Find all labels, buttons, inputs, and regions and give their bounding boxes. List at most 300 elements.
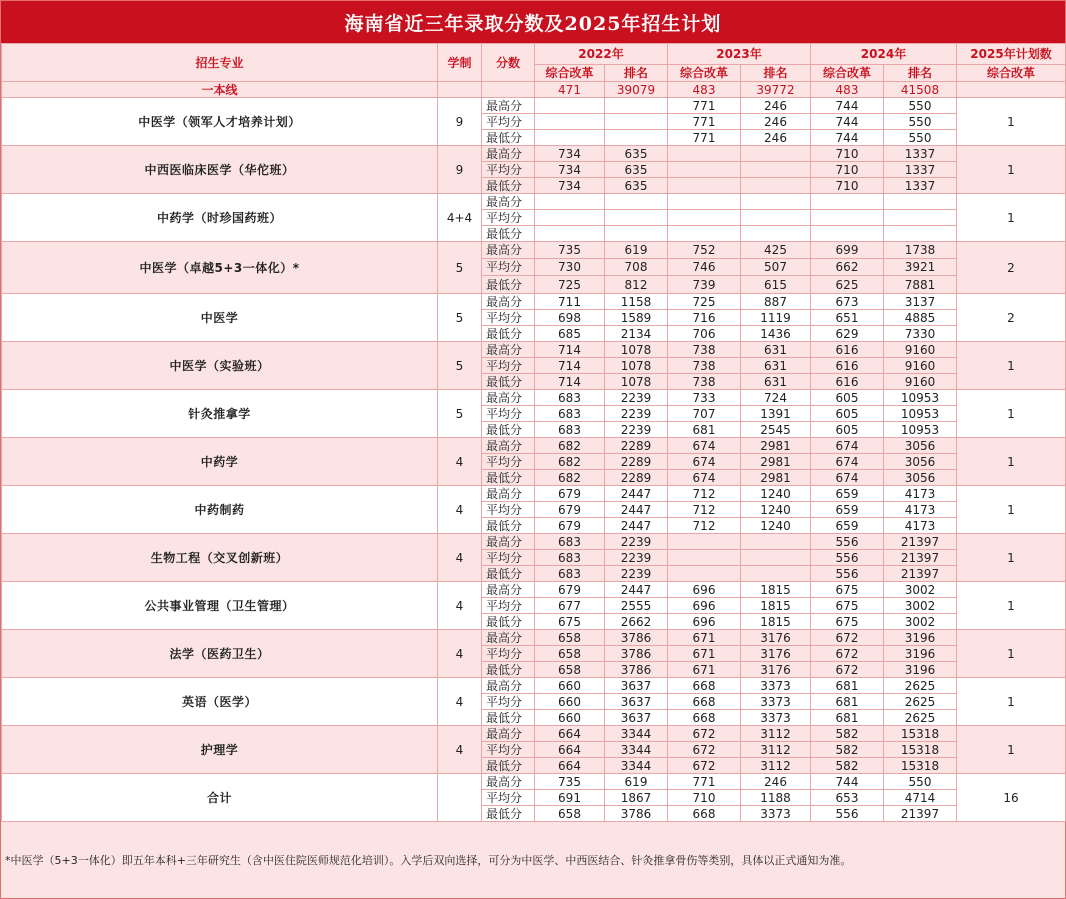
score-cell: 734	[535, 178, 605, 194]
plan-count-cell: 1	[957, 486, 1066, 534]
score-cell: 712	[668, 518, 741, 534]
score-type-label: 最高分	[482, 98, 535, 114]
score-cell: 739	[668, 276, 741, 294]
plan-count-cell: 1	[957, 390, 1066, 438]
baseline-empty	[438, 82, 482, 98]
rank-cell: 2447	[605, 582, 668, 598]
table-row	[2, 630, 1066, 646]
rank-cell: 3637	[605, 710, 668, 726]
rank-cell: 1738	[884, 242, 957, 259]
score-cell: 675	[811, 614, 884, 630]
rank-cell: 1240	[741, 502, 811, 518]
score-cell: 683	[535, 550, 605, 566]
score-cell: 691	[535, 790, 605, 806]
score-type-label: 最高分	[482, 774, 535, 790]
score-cell: 616	[811, 374, 884, 390]
score-cell: 682	[535, 454, 605, 470]
score-cell: 738	[668, 358, 741, 374]
table-row	[2, 242, 1066, 259]
duration-cell: 5	[438, 242, 482, 294]
score-cell: 674	[668, 438, 741, 454]
rank-cell: 2981	[741, 470, 811, 486]
score-cell	[811, 194, 884, 210]
score-cell: 711	[535, 294, 605, 310]
baseline-value: 483	[811, 82, 884, 98]
major-name: 合计	[2, 774, 438, 822]
plan-count-cell: 2	[957, 242, 1066, 294]
page-title: 海南省近三年录取分数及2025年招生计划	[1, 1, 1065, 43]
subheader-rank: 排名	[741, 65, 811, 82]
score-type-label: 平均分	[482, 259, 535, 276]
score-type-label: 最低分	[482, 178, 535, 194]
rank-cell: 15318	[884, 758, 957, 774]
rank-cell: 1436	[741, 326, 811, 342]
score-cell	[535, 210, 605, 226]
score-type-label: 最高分	[482, 342, 535, 358]
rank-cell: 425	[741, 242, 811, 259]
rank-cell: 619	[605, 242, 668, 259]
score-cell: 672	[668, 758, 741, 774]
rank-cell: 21397	[884, 566, 957, 582]
major-name: 中医学	[2, 294, 438, 342]
rank-cell: 2289	[605, 438, 668, 454]
score-type-label: 最低分	[482, 374, 535, 390]
table-row	[2, 390, 1066, 406]
rank-cell: 1589	[605, 310, 668, 326]
rank-cell: 2239	[605, 566, 668, 582]
score-cell: 698	[535, 310, 605, 326]
rank-cell: 1337	[884, 178, 957, 194]
score-cell: 668	[668, 694, 741, 710]
rank-cell: 631	[741, 374, 811, 390]
major-name: 英语（医学）	[2, 678, 438, 726]
score-cell: 660	[535, 694, 605, 710]
score-cell: 696	[668, 582, 741, 598]
duration-cell: 4+4	[438, 194, 482, 242]
major-name: 公共事业管理（卫生管理）	[2, 582, 438, 630]
score-cell: 710	[811, 162, 884, 178]
rank-cell: 3002	[884, 582, 957, 598]
score-cell: 672	[811, 662, 884, 678]
rank-cell: 2239	[605, 550, 668, 566]
score-cell: 660	[535, 678, 605, 694]
duration-cell: 4	[438, 438, 482, 486]
rank-cell: 1240	[741, 486, 811, 502]
baseline-empty	[957, 82, 1066, 98]
rank-cell: 3196	[884, 630, 957, 646]
score-cell: 771	[668, 98, 741, 114]
duration-cell: 4	[438, 678, 482, 726]
rank-cell: 1815	[741, 582, 811, 598]
rank-cell: 3637	[605, 678, 668, 694]
score-cell: 733	[668, 390, 741, 406]
score-cell: 668	[668, 678, 741, 694]
rank-cell	[605, 226, 668, 242]
rank-cell: 1337	[884, 146, 957, 162]
score-cell: 605	[811, 390, 884, 406]
rank-cell: 4714	[884, 790, 957, 806]
table-row	[2, 486, 1066, 502]
score-cell: 682	[535, 438, 605, 454]
rank-cell: 3112	[741, 742, 811, 758]
rank-cell	[605, 98, 668, 114]
rank-cell: 550	[884, 130, 957, 146]
rank-cell: 2447	[605, 502, 668, 518]
score-cell: 716	[668, 310, 741, 326]
rank-cell	[884, 226, 957, 242]
score-cell: 672	[668, 726, 741, 742]
score-type-label: 最低分	[482, 710, 535, 726]
score-cell: 658	[535, 806, 605, 822]
plan-count-cell: 1	[957, 438, 1066, 486]
rank-cell: 15318	[884, 726, 957, 742]
rank-cell: 246	[741, 114, 811, 130]
rank-cell: 10953	[884, 422, 957, 438]
table-row	[2, 438, 1066, 454]
rank-cell: 3002	[884, 598, 957, 614]
rank-cell: 1158	[605, 294, 668, 310]
table-row	[2, 98, 1066, 114]
rank-cell: 1240	[741, 518, 811, 534]
score-cell	[668, 566, 741, 582]
score-cell: 710	[811, 178, 884, 194]
score-type-label: 平均分	[482, 550, 535, 566]
plan-count-cell: 1	[957, 146, 1066, 194]
score-cell: 672	[811, 630, 884, 646]
rank-cell: 2239	[605, 406, 668, 422]
score-cell: 674	[811, 454, 884, 470]
rank-cell: 1867	[605, 790, 668, 806]
score-cell: 659	[811, 486, 884, 502]
score-cell: 664	[535, 742, 605, 758]
score-cell	[535, 226, 605, 242]
score-type-label: 平均分	[482, 502, 535, 518]
rank-cell: 1337	[884, 162, 957, 178]
score-cell: 616	[811, 358, 884, 374]
header-row-1	[2, 44, 1066, 65]
major-name: 中医学（卓越5+3一体化）*	[2, 242, 438, 294]
score-cell: 696	[668, 598, 741, 614]
rank-cell: 2545	[741, 422, 811, 438]
score-cell: 744	[811, 114, 884, 130]
score-type-label: 最低分	[482, 806, 535, 822]
score-cell	[535, 98, 605, 114]
rank-cell: 246	[741, 774, 811, 790]
score-cell: 714	[535, 374, 605, 390]
score-cell: 683	[535, 406, 605, 422]
score-type-label: 最低分	[482, 422, 535, 438]
score-cell: 699	[811, 242, 884, 259]
rank-cell	[605, 210, 668, 226]
rank-cell: 2239	[605, 534, 668, 550]
score-cell: 658	[535, 646, 605, 662]
score-cell: 681	[811, 678, 884, 694]
score-cell: 616	[811, 342, 884, 358]
score-type-label: 最低分	[482, 130, 535, 146]
rank-cell: 4885	[884, 310, 957, 326]
score-cell: 746	[668, 259, 741, 276]
score-cell: 556	[811, 534, 884, 550]
score-cell: 659	[811, 502, 884, 518]
major-name: 中医学（领军人才培养计划）	[2, 98, 438, 146]
duration-cell: 9	[438, 146, 482, 194]
duration-cell: 4	[438, 630, 482, 678]
score-cell: 714	[535, 342, 605, 358]
duration-cell: 4	[438, 582, 482, 630]
header-plan: 2025年计划数	[957, 44, 1066, 65]
rank-cell: 3921	[884, 259, 957, 276]
plan-count-cell: 1	[957, 726, 1066, 774]
score-cell: 712	[668, 502, 741, 518]
table-row	[2, 726, 1066, 742]
baseline-value: 39079	[605, 82, 668, 98]
score-type-label: 平均分	[482, 162, 535, 178]
rank-cell: 2447	[605, 518, 668, 534]
rank-cell	[884, 194, 957, 210]
rank-cell: 3196	[884, 646, 957, 662]
score-cell: 752	[668, 242, 741, 259]
rank-cell: 2555	[605, 598, 668, 614]
rank-cell: 2289	[605, 454, 668, 470]
score-cell: 710	[811, 146, 884, 162]
rank-cell: 3786	[605, 662, 668, 678]
score-type-label: 最高分	[482, 390, 535, 406]
score-type-label: 最高分	[482, 534, 535, 550]
score-cell: 714	[535, 358, 605, 374]
plan-count-cell: 1	[957, 678, 1066, 726]
score-cell: 683	[535, 534, 605, 550]
admission-table	[1, 43, 1066, 822]
score-type-label: 最高分	[482, 486, 535, 502]
plan-count-cell: 2	[957, 294, 1066, 342]
score-type-label: 最高分	[482, 582, 535, 598]
rank-cell: 3056	[884, 454, 957, 470]
score-cell: 725	[535, 276, 605, 294]
rank-cell: 3373	[741, 710, 811, 726]
score-type-label: 最高分	[482, 438, 535, 454]
score-cell: 556	[811, 550, 884, 566]
header-major: 招生专业	[2, 44, 438, 82]
score-cell: 675	[811, 598, 884, 614]
rank-cell: 4173	[884, 502, 957, 518]
rank-cell: 9160	[884, 374, 957, 390]
score-type-label: 平均分	[482, 454, 535, 470]
rank-cell: 3056	[884, 470, 957, 486]
score-type-label: 最低分	[482, 470, 535, 486]
rank-cell: 1078	[605, 342, 668, 358]
score-cell: 651	[811, 310, 884, 326]
rank-cell: 3344	[605, 726, 668, 742]
rank-cell: 3176	[741, 662, 811, 678]
rank-cell: 3137	[884, 294, 957, 310]
rank-cell: 507	[741, 259, 811, 276]
rank-cell: 2289	[605, 470, 668, 486]
rank-cell: 615	[741, 276, 811, 294]
score-cell: 668	[668, 710, 741, 726]
score-cell: 556	[811, 566, 884, 582]
baseline-value: 39772	[741, 82, 811, 98]
rank-cell: 2625	[884, 710, 957, 726]
score-type-label: 最低分	[482, 518, 535, 534]
score-cell	[668, 534, 741, 550]
score-type-label: 最低分	[482, 226, 535, 242]
table-row	[2, 294, 1066, 310]
score-cell	[535, 114, 605, 130]
rank-cell: 3344	[605, 742, 668, 758]
score-cell: 682	[535, 470, 605, 486]
rank-cell: 3373	[741, 678, 811, 694]
rank-cell: 2981	[741, 438, 811, 454]
table-row	[2, 342, 1066, 358]
score-cell: 679	[535, 486, 605, 502]
rank-cell: 246	[741, 98, 811, 114]
rank-cell: 887	[741, 294, 811, 310]
plan-count-cell: 1	[957, 98, 1066, 146]
score-cell: 675	[811, 582, 884, 598]
header-score: 分数	[482, 44, 535, 82]
rank-cell: 3373	[741, 694, 811, 710]
score-cell	[668, 194, 741, 210]
rank-cell: 2239	[605, 390, 668, 406]
rank-cell	[741, 210, 811, 226]
duration-cell: 9	[438, 98, 482, 146]
score-type-label: 最高分	[482, 630, 535, 646]
score-cell: 664	[535, 758, 605, 774]
major-name: 生物工程（交叉创新班）	[2, 534, 438, 582]
score-cell: 673	[811, 294, 884, 310]
score-cell	[668, 550, 741, 566]
rank-cell: 3344	[605, 758, 668, 774]
score-type-label: 最高分	[482, 294, 535, 310]
header-duration: 学制	[438, 44, 482, 82]
score-cell: 706	[668, 326, 741, 342]
score-cell: 674	[668, 454, 741, 470]
rank-cell	[741, 550, 811, 566]
score-cell: 683	[535, 390, 605, 406]
score-cell: 707	[668, 406, 741, 422]
score-cell: 556	[811, 806, 884, 822]
score-type-label: 平均分	[482, 598, 535, 614]
score-cell: 730	[535, 259, 605, 276]
score-cell: 672	[811, 646, 884, 662]
score-cell: 683	[535, 566, 605, 582]
score-type-label: 平均分	[482, 790, 535, 806]
score-cell: 710	[668, 790, 741, 806]
rank-cell: 21397	[884, 550, 957, 566]
score-type-label: 平均分	[482, 742, 535, 758]
rank-cell: 1815	[741, 614, 811, 630]
rank-cell	[741, 566, 811, 582]
score-type-label: 最低分	[482, 276, 535, 294]
major-name: 中医学（实验班）	[2, 342, 438, 390]
score-cell: 734	[535, 162, 605, 178]
score-cell: 582	[811, 726, 884, 742]
plan-count-cell: 1	[957, 534, 1066, 582]
rank-cell: 2625	[884, 694, 957, 710]
rank-cell: 7330	[884, 326, 957, 342]
plan-count-cell: 1	[957, 582, 1066, 630]
rank-cell: 635	[605, 146, 668, 162]
score-cell: 681	[811, 694, 884, 710]
score-type-label: 平均分	[482, 310, 535, 326]
score-cell: 605	[811, 406, 884, 422]
header-year-2023: 2023年	[668, 44, 811, 65]
score-type-label: 最低分	[482, 326, 535, 342]
score-cell: 677	[535, 598, 605, 614]
score-cell	[668, 146, 741, 162]
score-type-label: 最高分	[482, 242, 535, 259]
score-cell: 679	[535, 518, 605, 534]
subheader-composite: 综合改革	[811, 65, 884, 82]
table-row	[2, 146, 1066, 162]
footnote: *中医学（5+3一体化）即五年本科+三年研究生（含中医住院医师规范化培训）。入学后双向选择，可分为中医学、中西医结合、针灸推拿骨伤等类别，具体以正式通知为准。	[1, 822, 1065, 898]
score-cell: 744	[811, 774, 884, 790]
score-cell: 659	[811, 518, 884, 534]
baseline-value: 471	[535, 82, 605, 98]
score-cell: 662	[811, 259, 884, 276]
rank-cell: 1078	[605, 358, 668, 374]
rank-cell: 3373	[741, 806, 811, 822]
score-cell: 712	[668, 486, 741, 502]
score-type-label: 平均分	[482, 114, 535, 130]
major-name: 针灸推拿学	[2, 390, 438, 438]
baseline-value: 483	[668, 82, 741, 98]
header-year-2022: 2022年	[535, 44, 668, 65]
score-cell: 744	[811, 130, 884, 146]
score-type-label: 最低分	[482, 758, 535, 774]
score-cell: 696	[668, 614, 741, 630]
score-cell: 771	[668, 774, 741, 790]
rank-cell: 3637	[605, 694, 668, 710]
rank-cell	[741, 162, 811, 178]
rank-cell: 3002	[884, 614, 957, 630]
rank-cell: 3786	[605, 630, 668, 646]
rank-cell: 21397	[884, 534, 957, 550]
score-cell: 658	[535, 662, 605, 678]
rank-cell: 619	[605, 774, 668, 790]
rank-cell: 3786	[605, 806, 668, 822]
major-name: 中药学	[2, 438, 438, 486]
score-cell: 771	[668, 114, 741, 130]
duration-cell	[438, 774, 482, 822]
score-cell	[668, 162, 741, 178]
table-row	[2, 194, 1066, 210]
score-cell: 664	[535, 726, 605, 742]
rank-cell: 3112	[741, 758, 811, 774]
rank-cell: 1119	[741, 310, 811, 326]
rank-cell: 9160	[884, 358, 957, 374]
rank-cell: 635	[605, 178, 668, 194]
subheader-composite: 综合改革	[535, 65, 605, 82]
rank-cell: 9160	[884, 342, 957, 358]
table-row	[2, 774, 1066, 790]
rank-cell: 550	[884, 114, 957, 130]
rank-cell: 3176	[741, 630, 811, 646]
baseline-row	[2, 82, 1066, 98]
score-type-label: 最低分	[482, 614, 535, 630]
score-type-label: 最低分	[482, 662, 535, 678]
score-cell: 625	[811, 276, 884, 294]
rank-cell: 631	[741, 342, 811, 358]
rank-cell: 10953	[884, 406, 957, 422]
rank-cell: 15318	[884, 742, 957, 758]
rank-cell	[741, 226, 811, 242]
score-cell: 674	[811, 470, 884, 486]
rank-cell: 10953	[884, 390, 957, 406]
rank-cell: 7881	[884, 276, 957, 294]
duration-cell: 4	[438, 726, 482, 774]
score-type-label: 平均分	[482, 406, 535, 422]
